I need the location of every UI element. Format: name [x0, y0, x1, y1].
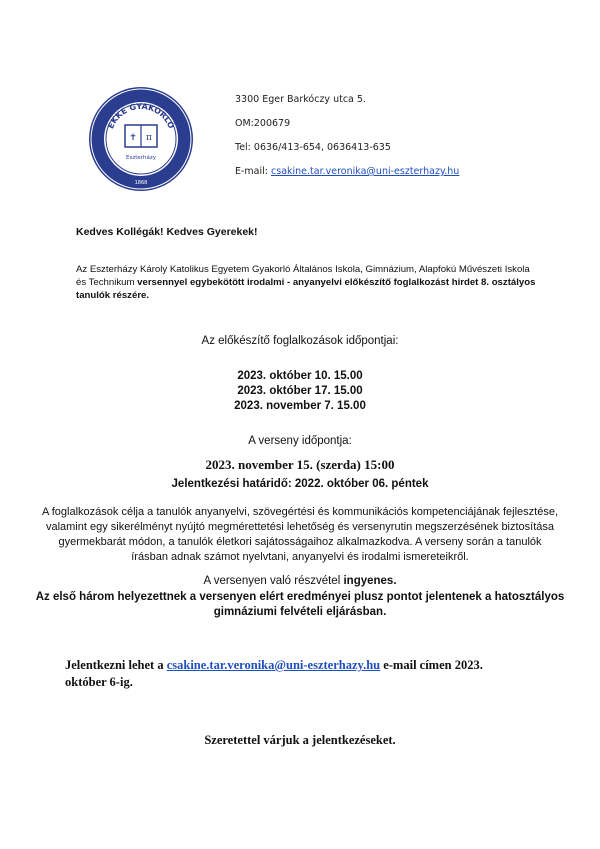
svg-text:π: π [146, 133, 152, 143]
intro-plain: Az Eszterházy Károly Katolikus Egyetem Gyakorló Általános Iskola, Gimnázium, Alapfokú Művészeti Iskola és Technikum [76, 264, 530, 288]
apply-paragraph [65, 657, 505, 691]
deadline: Jelentkezési határidő: 2022. október 06. péntek [171, 478, 429, 490]
om-code: OM:200679 [235, 118, 291, 129]
prep-date: 2023. október 10. 15.00 [237, 370, 363, 382]
apply-suffix: e-mail címen 2023. október 6-ig. [65, 658, 483, 689]
purpose-paragraph: A foglalkozások célja a tanulók anyanyelvi, szövegértési és kommunikációs kompetenciájának fejlesztése, valamint egy sikerélményt nyújtó megmérettetési lehetőség és versenyrutin megszerzésének biztosítása gyermekbarát módon, a tanulók életkori sajátosságaihoz alkalmazkodva. A verseny során a tanulók írásban adnak számot nyelvtani, anyanyelvi és irodalmi ismereteikről. [41, 506, 559, 563]
header-email-link[interactable]: csakine.tar.veronika@uni-eszterhazy.hu [271, 166, 460, 177]
intro-paragraph [76, 263, 536, 302]
prep-date: 2023. november 7. 15.00 [234, 400, 366, 412]
prep-date: 2023. október 17. 15.00 [237, 385, 363, 397]
free-bold: ingyenes. [343, 575, 397, 587]
school-logo [87, 85, 195, 193]
prep-title: Az előkészítő foglalkozások időpontjai: [201, 335, 399, 347]
competition-title: A verseny időpontja: [248, 435, 352, 447]
intro-bold: versennyel egybekötött irodalmi - anyanyelvi előkészítő foglalkozást hirdet 8. osztályos tanulók részére. [76, 277, 536, 301]
closing: Szeretettel várjuk a jelentkezéseket. [204, 733, 396, 747]
prep-dates [0, 369, 600, 414]
svg-text:✝: ✝ [129, 133, 137, 143]
bonus-points: Az első három helyezettnek a versenyen elért eredményei plusz pontot jelentenek a hatosztályos gimnáziumi felvételi eljárásban. [35, 591, 565, 618]
competition-date: 2023. november 15. (szerda) 15:00 [205, 457, 395, 472]
phone: Tel: 0636/413-654, 0636413-635 [235, 142, 391, 153]
email-label: E-mail: [235, 166, 272, 177]
address: 3300 Eger Barkóczy utca 5. [235, 94, 366, 105]
logo-text-bottom: Eszterházy [126, 155, 156, 161]
apply-prefix: Jelentkezni lehet a [65, 658, 167, 672]
greeting: Kedves Kollégák! Kedves Gyerekek! [76, 226, 258, 238]
contact-block [235, 93, 459, 189]
email-line [235, 165, 459, 189]
free-plain: A versenyen való részvétel [203, 575, 344, 587]
apply-email-link[interactable]: csakine.tar.veronika@uni-eszterhazy.hu [166, 658, 381, 672]
logo-text-top: EKKE GYAKORLÓ [106, 101, 176, 131]
logo-year: 1868 [134, 180, 148, 186]
free-participation [0, 575, 600, 587]
